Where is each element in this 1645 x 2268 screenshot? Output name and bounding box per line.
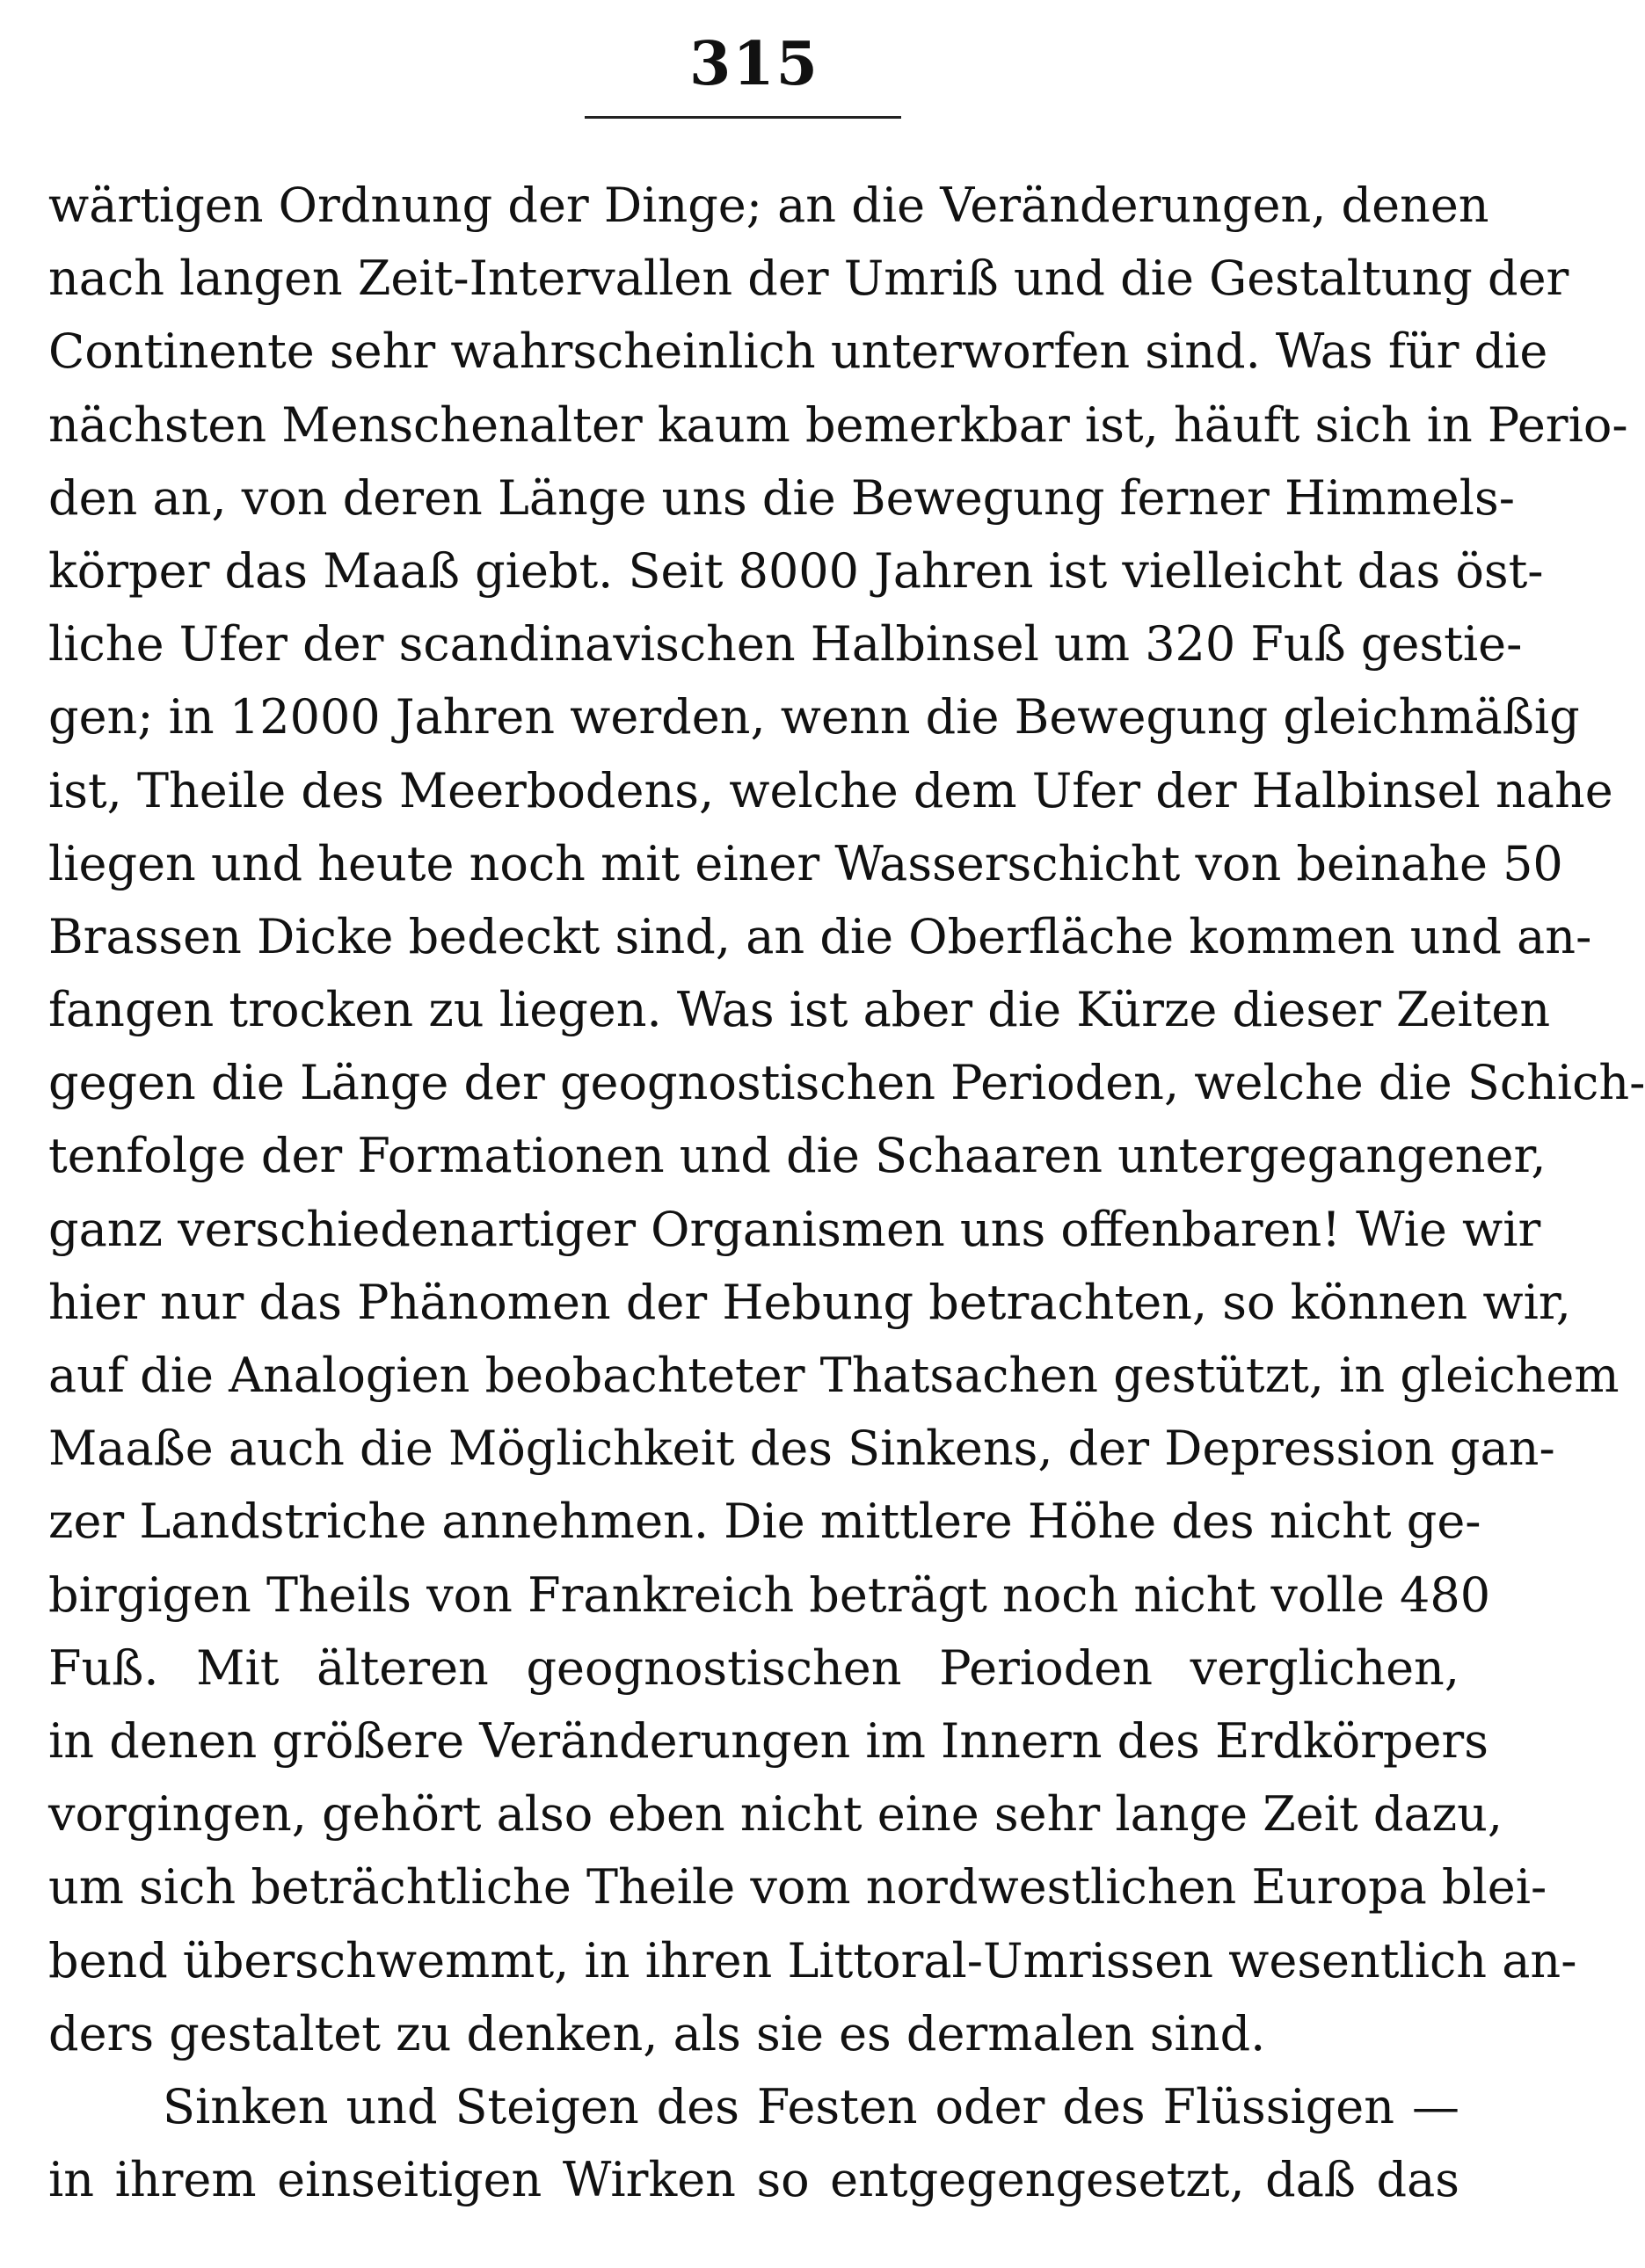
header-rule <box>585 116 901 119</box>
text-line: gegen die Länge der geognostischen Perioden, welche die Schich- <box>48 1055 1645 1111</box>
text-line: in ihrem einseitigen Wirken so entgegengesetzt, daß das <box>48 2152 1459 2208</box>
text-line: auf die Analogien beobachteter Thatsachen gestützt, in gleichem <box>48 1348 1620 1403</box>
text-line: in denen größere Veränderungen im Innern des Erdkörpers <box>48 1712 1489 1769</box>
text-line: körper das Maaß giebt. Seit 8000 Jahren ist vielleicht das öst- <box>48 542 1544 599</box>
text-line: vorgingen, gehört also eben nicht eine sehr lange Zeit dazu, <box>48 1786 1503 1843</box>
text-line: den an, von deren Länge uns die Bewegung ferner Himmels- <box>48 469 1515 526</box>
text-line: nach langen Zeit-Intervallen der Umriß und die Gestaltung der <box>48 251 1569 307</box>
text-line: Fuß. Mit älteren geognostischen Perioden verglichen, <box>48 1639 1459 1696</box>
text-line: fangen trocken zu liegen. Was ist aber die Kürze dieser Zeiten <box>48 982 1551 1038</box>
text-line: liche Ufer der scandinavischen Halbinsel um 320 Fuß gestie- <box>48 616 1523 672</box>
text-line: bend überschwemmt, in ihren Littoral-Umrissen wesentlich an- <box>48 1932 1577 1988</box>
text-line: gen; in 12000 Jahren werden, wenn die Bewegung gleichmäßig <box>48 689 1580 745</box>
text-line: zer Landstriche annehmen. Die mittlere Höhe des nicht ge- <box>48 1494 1481 1550</box>
page-number: 315 <box>689 29 819 99</box>
text-line: birgigen Theils von Frankreich beträgt noch nicht volle 480 <box>48 1567 1491 1623</box>
text-line: ganz verschiedenartiger Organismen uns offenbaren! Wie wir <box>48 1201 1541 1257</box>
text-line: wärtigen Ordnung der Dinge; an die Veränderungen, denen <box>48 178 1489 233</box>
text-line: nächsten Menschenalter kaum bemerkbar ist, häuft sich in Perio- <box>48 396 1628 453</box>
text-line: ist, Theile des Meerbodens, welche dem Ufer der Halbinsel nahe <box>48 762 1613 818</box>
text-line: um sich beträchtliche Theile vom nordwestlichen Europa blei- <box>48 1859 1547 1915</box>
text-line: hier nur das Phänomen der Hebung betrachten, so können wir, <box>48 1274 1571 1330</box>
text-line: tenfolge der Formationen und die Schaaren untergegangener, <box>48 1128 1547 1184</box>
text-line: Maaße auch die Möglichkeit des Sinkens, der Depression gan- <box>48 1421 1555 1477</box>
body-text <box>48 169 1645 2216</box>
text-line: Continente sehr wahrscheinlich unterworfen sind. Was für die <box>48 323 1548 380</box>
text-line: Sinken und Steigen des Festen oder des Flüssigen — <box>163 2078 1459 2134</box>
text-line: liegen und heute noch mit einer Wasserschicht von beinahe 50 <box>48 835 1563 891</box>
text-line: ders gestaltet zu denken, als sie es dermalen sind. <box>48 2005 1266 2061</box>
text-line: Brassen Dicke bedeckt sind, an die Oberfläche kommen und an- <box>48 908 1592 964</box>
